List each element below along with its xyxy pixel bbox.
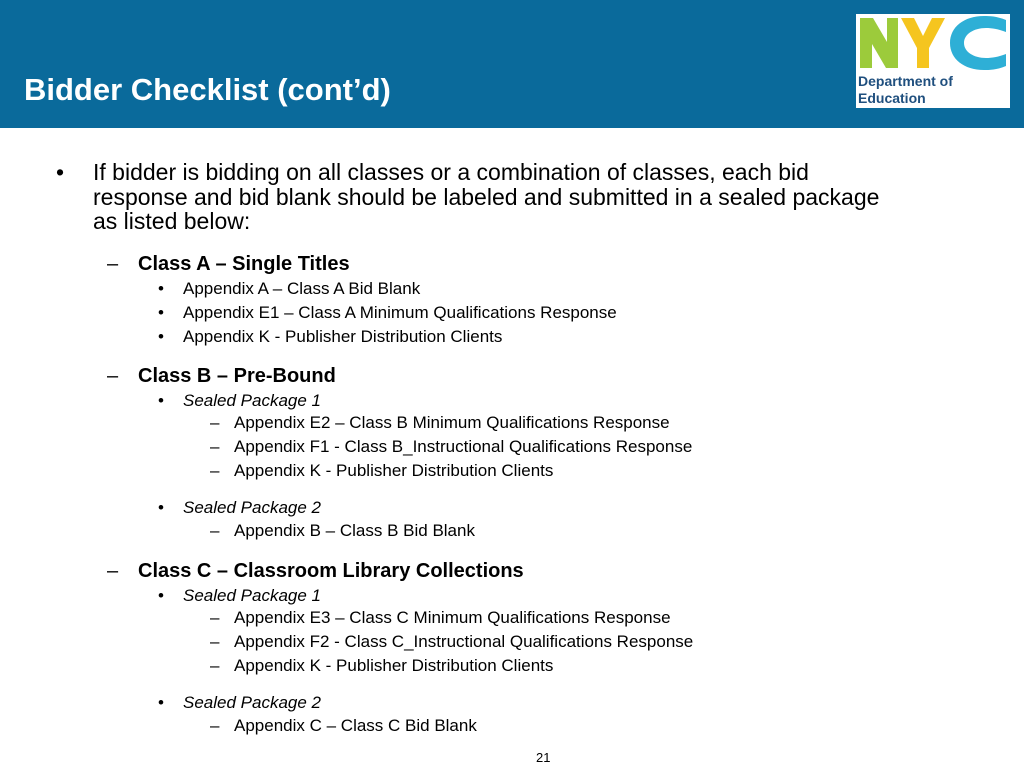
list-item: Appendix F2 - Class C_Instructional Qualifications Response xyxy=(234,632,694,651)
bullet-icon: • xyxy=(158,303,164,322)
dash-icon: – xyxy=(210,608,220,627)
dash-icon: – xyxy=(210,656,220,675)
dash-icon: – xyxy=(210,461,220,480)
intro-line: as listed below: xyxy=(93,208,251,234)
package-label: Sealed Package 2 xyxy=(183,498,321,517)
intro-line: response and bid blank should be labeled and submitted in a sealed package xyxy=(93,184,880,210)
package-label: Sealed Package 1 xyxy=(183,391,321,410)
list-item: Appendix K - Publisher Distribution Clients xyxy=(234,461,554,480)
nyc-letters-icon xyxy=(856,14,1010,72)
class-heading: Class B – Pre-Bound xyxy=(138,365,336,387)
nyc-doe-logo xyxy=(856,14,1010,108)
list-item: Appendix K - Publisher Distribution Clients xyxy=(183,327,503,346)
dash-icon: – xyxy=(107,365,119,387)
dash-icon: – xyxy=(210,437,220,456)
dash-icon: – xyxy=(210,413,220,432)
list-item: Appendix K - Publisher Distribution Clients xyxy=(234,656,554,675)
bullet-icon: • xyxy=(158,327,164,346)
slide-header xyxy=(0,0,1024,128)
page-number: 21 xyxy=(536,750,551,765)
list-item: Appendix E2 – Class B Minimum Qualifications Response xyxy=(234,413,670,432)
bullet-icon: • xyxy=(56,159,65,185)
package-label: Sealed Package 2 xyxy=(183,693,321,712)
intro-line: If bidder is bidding on all classes or a combination of classes, each bid xyxy=(93,159,809,185)
bullet-icon: • xyxy=(158,279,164,298)
bullet-icon: • xyxy=(158,693,164,712)
list-item: Appendix B – Class B Bid Blank xyxy=(234,521,475,540)
bullet-icon: • xyxy=(158,391,164,410)
dash-icon: – xyxy=(107,560,119,582)
list-item: Appendix C – Class C Bid Blank xyxy=(234,716,477,735)
logo-education-text: Education xyxy=(858,90,926,106)
package-label: Sealed Package 1 xyxy=(183,586,321,605)
class-heading: Class A – Single Titles xyxy=(138,253,350,275)
dash-icon: – xyxy=(210,716,220,735)
dash-icon: – xyxy=(210,632,220,651)
list-item: Appendix E3 – Class C Minimum Qualifications Response xyxy=(234,608,671,627)
slide-title: Bidder Checklist (cont’d) xyxy=(24,72,391,107)
bullet-icon: • xyxy=(158,498,164,517)
list-item: Appendix F1 - Class B_Instructional Qualifications Response xyxy=(234,437,693,456)
list-item: Appendix A – Class A Bid Blank xyxy=(183,279,421,298)
bullet-icon: • xyxy=(158,586,164,605)
logo-department-text: Department of xyxy=(858,73,953,89)
list-item: Appendix E1 – Class A Minimum Qualifications Response xyxy=(183,303,617,322)
dash-icon: – xyxy=(107,253,119,275)
dash-icon: – xyxy=(210,521,220,540)
class-heading: Class C – Classroom Library Collections xyxy=(138,560,524,582)
